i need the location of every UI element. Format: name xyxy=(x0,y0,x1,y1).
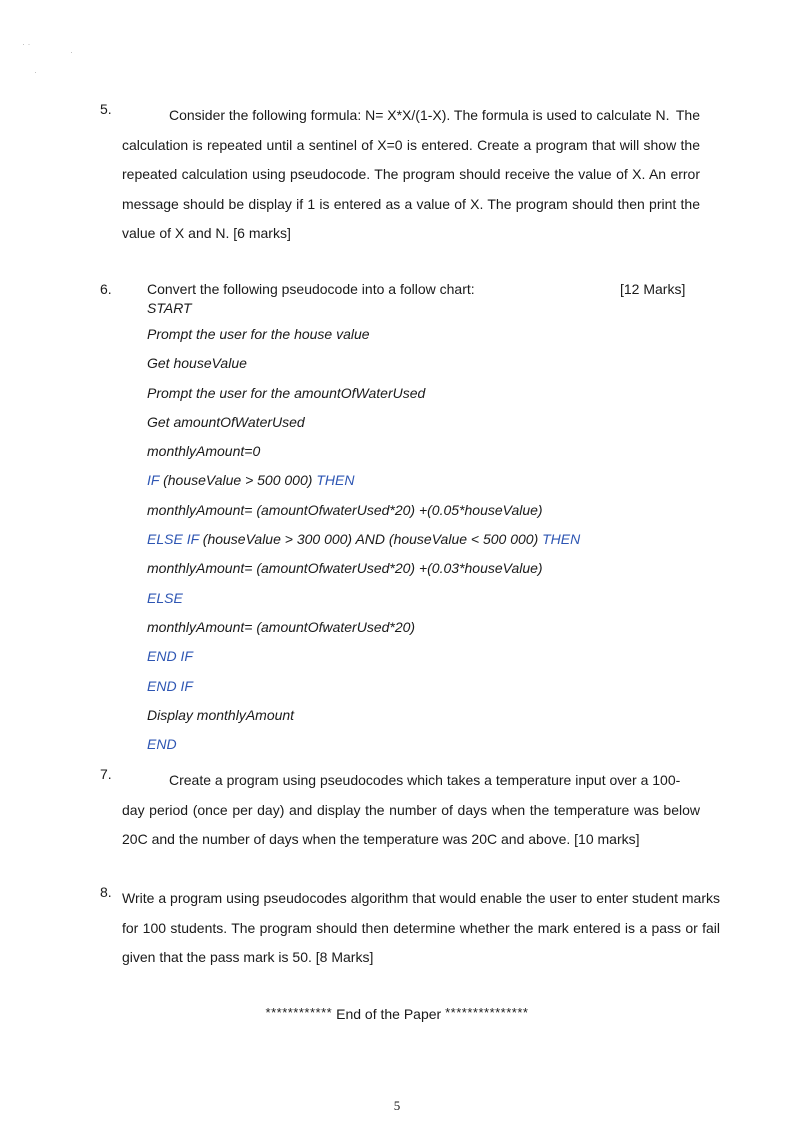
pseudocode-line: monthlyAmount= (amountOfwaterUsed*20) xyxy=(147,618,416,635)
pseudocode-line: monthlyAmount=0 xyxy=(147,443,261,460)
scan-speck: · xyxy=(70,47,73,57)
question-number: 5. xyxy=(100,101,112,117)
pseudocode-line-end-if xyxy=(147,642,580,671)
pseudocode-line: monthlyAmount= (amountOfwaterUsed*20) +(0.05*houseValue) xyxy=(147,501,543,518)
question-text xyxy=(122,101,700,249)
pseudocode-line: START xyxy=(147,300,192,316)
question-continuation: The calculation is repeated until a sentinel of X=0 is entered. Create a program that will show the repeated calculation using pseudocode. The program should receive the value of X. An error message should be display if 1 is entered as a value of X. The program should then print the value of X and N. [6 marks] xyxy=(122,107,700,241)
pseudocode-line-end-if xyxy=(147,672,580,701)
pseudocode-line: Get amountOfWaterUsed xyxy=(147,413,305,430)
question-text: Write a program using pseudocodes algorithm that would enable the user to enter student marks for 100 students. The program should then determine whether the mark entered is a pass or fail given that the pass mark is 50. [8 Marks] xyxy=(122,890,720,965)
pseudocode-line: Display monthlyAmount xyxy=(147,706,295,723)
page-number: 5 xyxy=(393,1098,401,1113)
question-number: 7. xyxy=(100,766,112,782)
pseudocode-line: Prompt the user for the amountOfWaterUsed xyxy=(147,384,426,401)
question-7 xyxy=(100,766,700,855)
scan-speck: · · xyxy=(22,39,31,49)
keyword-else-if: ELSE IF xyxy=(147,531,199,548)
pseudocode-line-else xyxy=(147,584,580,613)
end-text: End of the Paper xyxy=(336,1006,442,1022)
pseudocode-line: Prompt the user for the house value xyxy=(147,326,370,342)
condition-text: (houseValue > 300 000) AND (houseValue < 500 000) xyxy=(198,531,543,548)
keyword-end-if: END IF xyxy=(147,677,193,694)
pseudocode-block xyxy=(147,296,580,759)
stars-right: *************** xyxy=(445,1005,529,1020)
keyword-then: THEN xyxy=(316,472,355,489)
condition-text: (houseValue > 500 000) xyxy=(159,472,317,489)
pseudocode-line-if xyxy=(147,466,580,495)
question-number: 8. xyxy=(100,884,112,900)
keyword-then: THEN xyxy=(542,531,581,548)
question-marks: [12 Marks] xyxy=(620,281,686,297)
pseudocode-line-end xyxy=(147,730,580,759)
keyword-end: END xyxy=(147,736,177,753)
keyword-end-if: END IF xyxy=(147,648,193,665)
question-text: Convert the following pseudocode into a follow chart: xyxy=(147,281,475,297)
pseudocode-line: Get houseValue xyxy=(147,355,247,372)
question-number: 6. xyxy=(100,281,112,297)
pseudocode-line-else-if xyxy=(147,525,580,554)
question-5 xyxy=(100,101,700,249)
end-of-paper xyxy=(0,1006,794,1022)
stars-left: ************ xyxy=(265,1005,333,1020)
pseudocode-line: monthlyAmount= (amountOfwaterUsed*20) +(0.03*houseValue) xyxy=(147,560,543,577)
keyword-if: IF xyxy=(147,472,160,489)
question-first-line: Create a program using pseudocodes which takes a temperature input over a 100- xyxy=(169,772,681,788)
question-text xyxy=(122,766,700,855)
keyword-else: ELSE xyxy=(147,589,183,606)
scan-speck: · xyxy=(34,67,37,77)
question-continuation: day period (once per day) and display the number of days when the temperature was below 20C and the number of days when the temperature was 20C and above. [10 marks] xyxy=(122,801,700,847)
question-first-line: Consider the following formula: N= X*X/(1-X). The formula is used to calculate N. xyxy=(169,107,670,123)
question-8 xyxy=(100,884,720,973)
